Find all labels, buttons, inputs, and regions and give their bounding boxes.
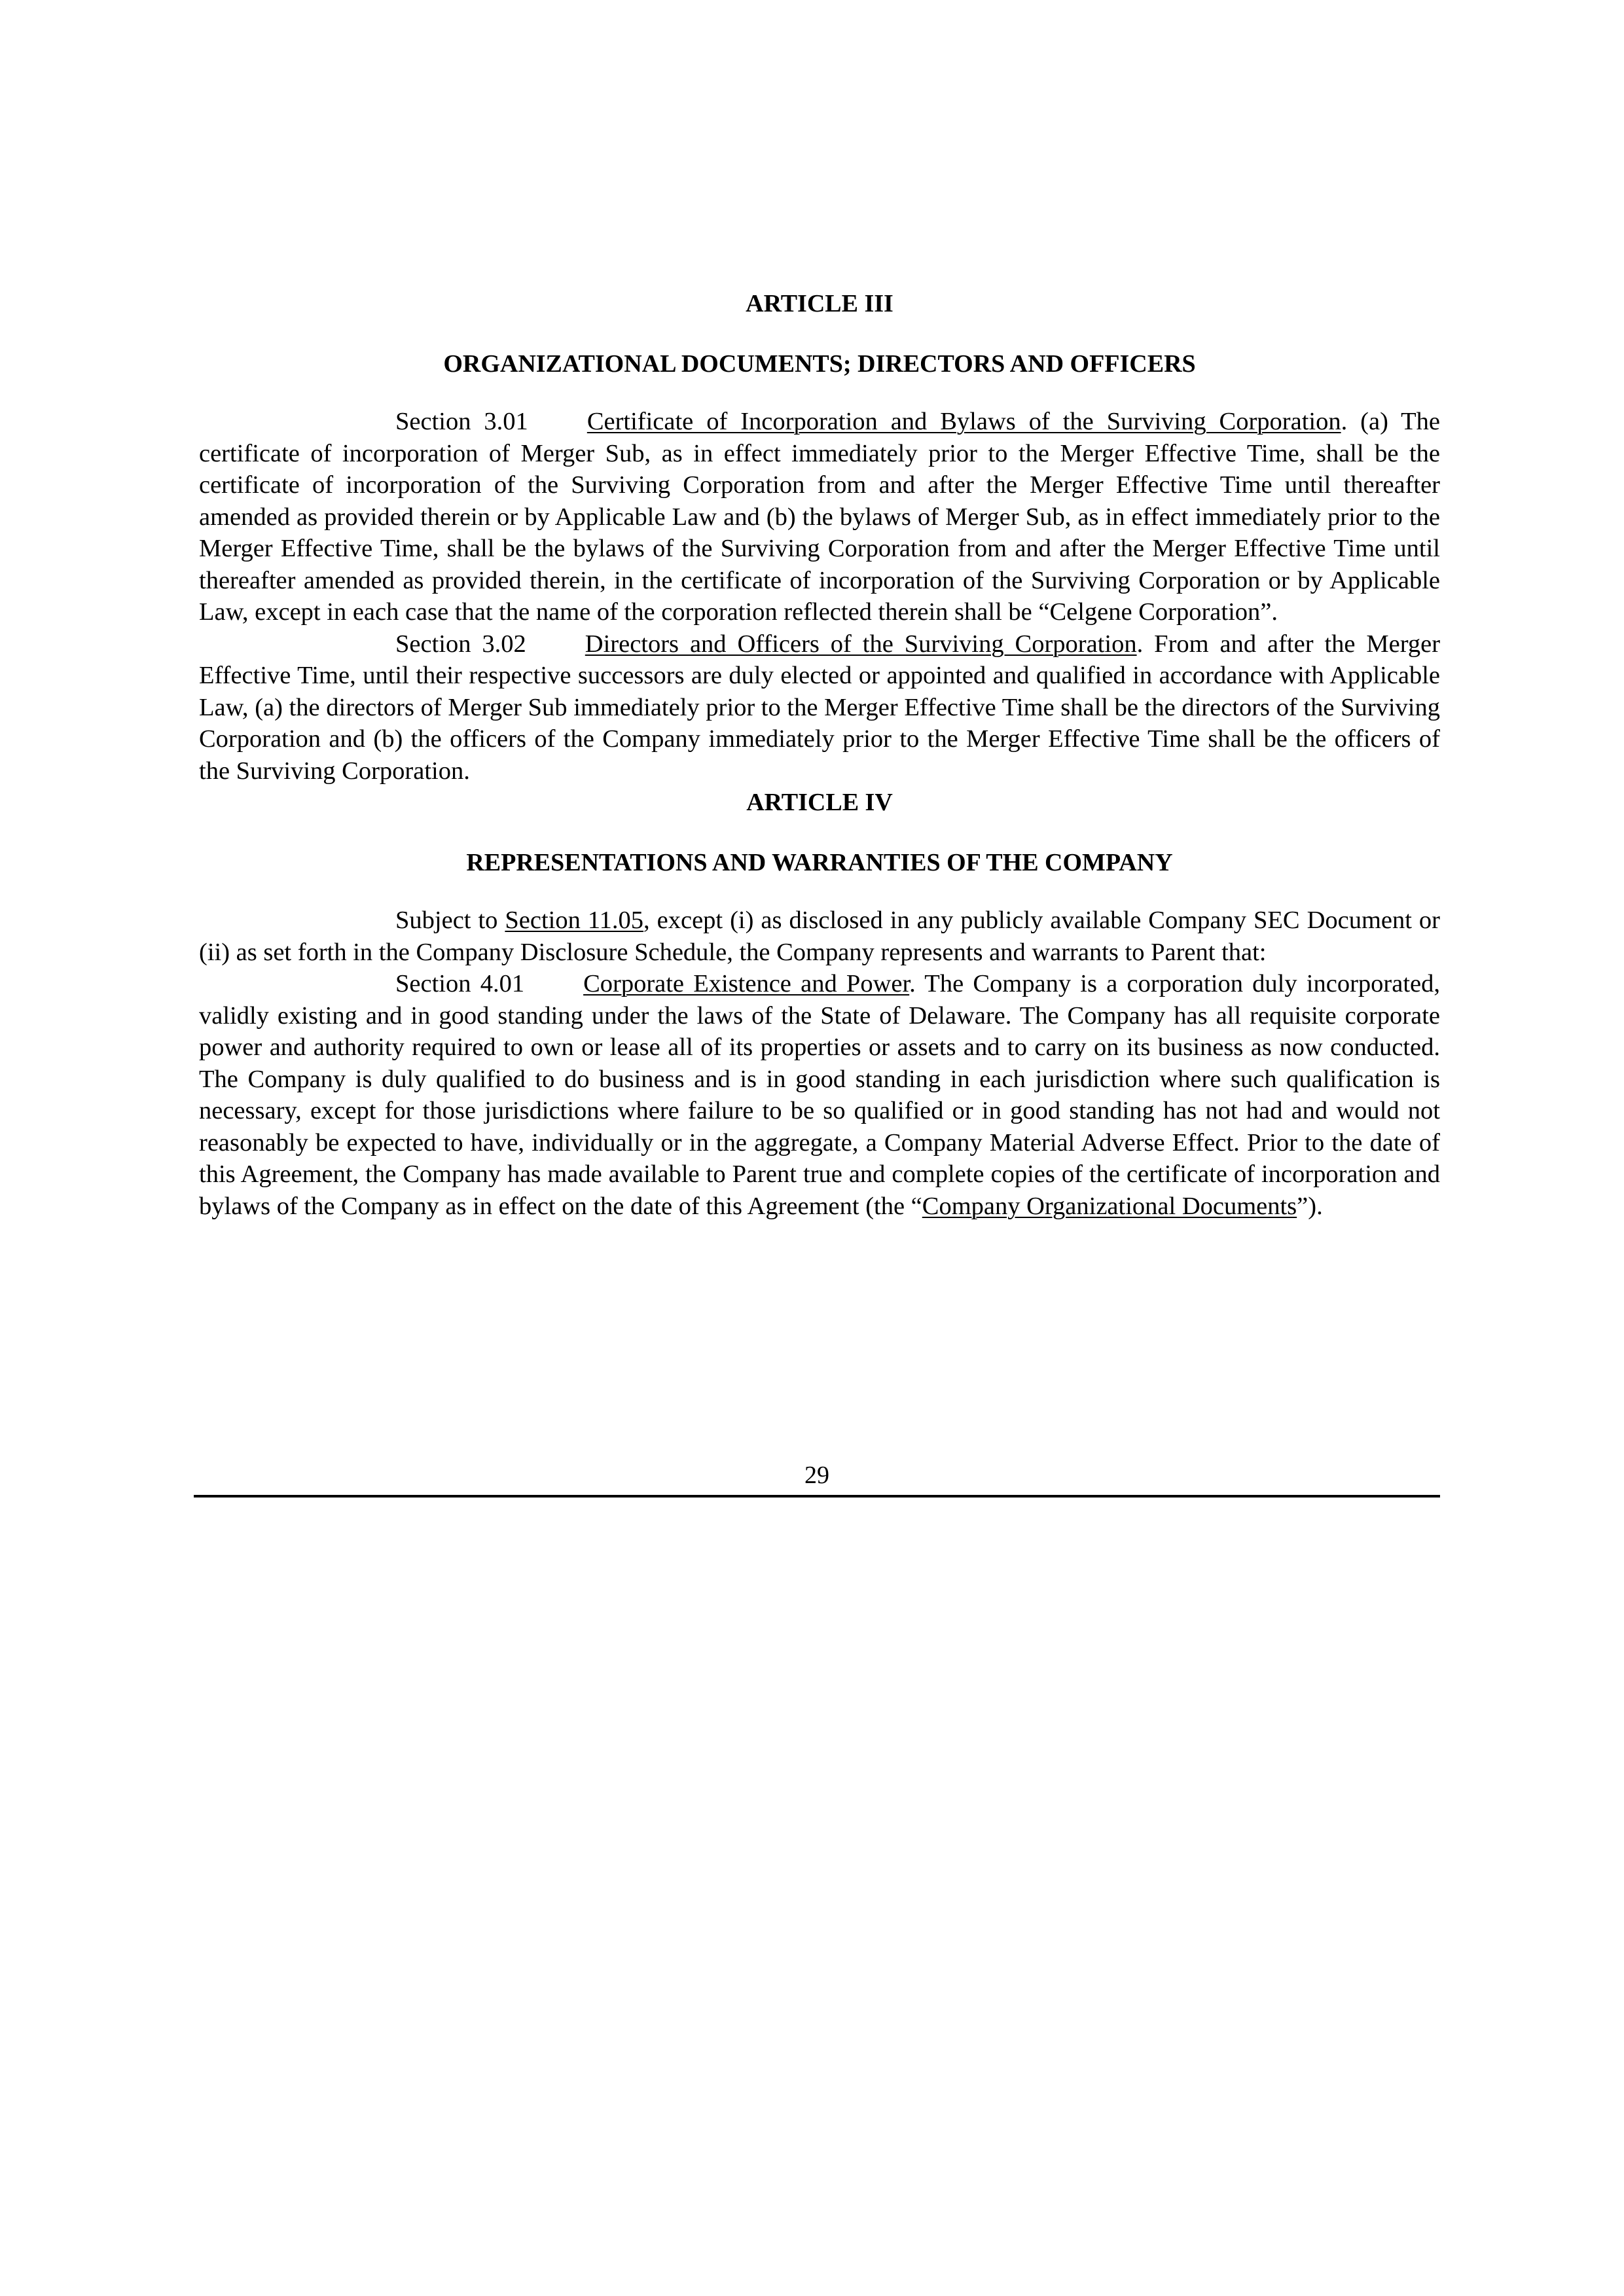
article-iv-intro-paragraph: [199, 905, 1440, 968]
section-4-01-text: . The Company is a corporation duly incorporated, validly existing and in good standing under the laws of the State of Delaware. The Company has all requisite corporate power and authority required to own or lease all of its properties or assets and to carry on its business as now conducted. The Company is duly qualified to do business and is in good standing in each jurisdiction where such qualification is necessary, except for those jurisdictions where failure to be so qualified or in good standing has not had and would not reasonably be expected to have, individually or in the aggregate, a Company Material Adverse Effect. Prior to the date of this Agreement, the Company has made available to Parent true and complete copies of the certificate of incorporation and bylaws of the Company as in effect on the date of this Agreement (the “: [199, 970, 1440, 1220]
article-iii-title: ARTICLE III: [746, 290, 893, 317]
article-iii-subtitle: ORGANIZATIONAL DOCUMENTS; DIRECTORS AND OFFICERS: [443, 350, 1196, 378]
article-iv-subtitle: REPRESENTATIONS AND WARRANTIES OF THE COMPANY: [466, 849, 1173, 876]
section-4-01-closing: ”).: [1297, 1192, 1323, 1220]
section-3-02-heading: Directors and Officers of the Surviving Corporation: [585, 630, 1137, 658]
company-organizational-documents-term: Company Organizational Documents: [922, 1192, 1297, 1220]
section-3-01-text: . (a) The certificate of incorporation of Merger Sub, as in effect immediately prior to the Merger Effective Time, shall be the certificate of incorporation of the Surviving Corporation from and after the Merger Effective Time until thereafter amended as provided therein or by Applicable Law and (b) the bylaws of Merger Sub, as in effect immediately prior to the Merger Effective Time, shall be the bylaws of the Surviving Corporation from and after the Merger Effective Time until thereafter amended as provided therein, in the certificate of incorporation of the Surviving Corporation or by Applicable Law, except in each case that the name of the corporation reflected therein shall be “Celgene Corporation”.: [199, 408, 1441, 626]
section-4-01-number: Section 4.01: [395, 970, 525, 997]
section-3-02-number: Section 3.02: [395, 630, 526, 658]
intro-text: , except (i) as disclosed in any publicly available Company SEC Document or (ii) as set forth in the Company Disclosure Schedule, the Company represents and warrants to Parent that:: [199, 906, 1440, 966]
section-11-05-reference: Section 11.05: [505, 906, 644, 934]
page-number: 29: [804, 1462, 829, 1489]
section-3-02-paragraph: [199, 628, 1440, 787]
page-content: [199, 288, 1440, 1222]
section-4-01-paragraph: [199, 968, 1440, 1222]
section-3-01-heading: Certificate of Incorporation and Bylaws of the Surviving Corporation: [586, 408, 1341, 435]
page-footer: [194, 1461, 1440, 1498]
article-iv-title: ARTICLE IV: [746, 789, 893, 816]
section-3-01-paragraph: [199, 406, 1440, 628]
intro-lead: Subject to: [395, 906, 505, 934]
section-3-02-text: . From and after the Merger Effective Time, until their respective successors are duly elected or appointed and qualified in accordance with Applicable Law, (a) the directors of Merger Sub immediately prior to the Merger Effective Time shall be the directors of the Surviving Corporation and (b) the officers of the Company immediately prior to the Merger Effective Time shall be the officers of the Surviving Corporation.: [199, 630, 1441, 785]
section-4-01-heading: Corporate Existence and Power: [583, 970, 910, 997]
footer-rule: [194, 1495, 1440, 1498]
section-3-01-number: Section 3.01: [395, 408, 528, 435]
